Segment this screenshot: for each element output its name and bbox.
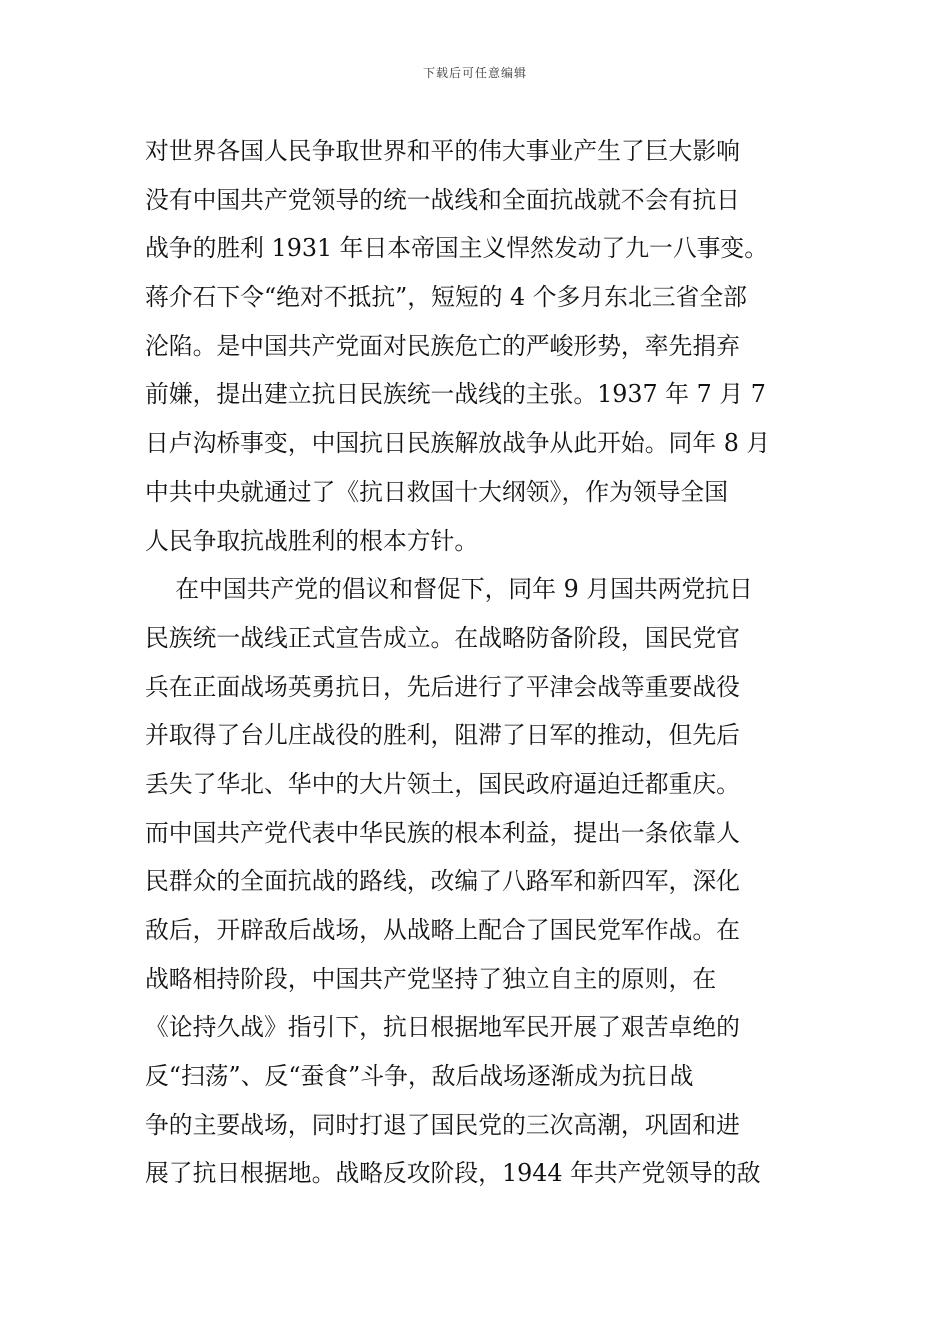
text-line: 争的主要战场，同时打退了国民党的三次高潮，巩固和进 bbox=[145, 1110, 740, 1139]
text-line: 沦陷。是中国共产党面对民族危亡的严峻形势，率先捐弃 bbox=[145, 331, 740, 360]
text-line: 在中国共产党的倡议和督促下，同年 9 月国共两党抗日 bbox=[145, 575, 753, 604]
paragraph-2 bbox=[145, 565, 810, 1198]
text-line: 民族统一战线正式宣告成立。在战略防备阶段，国民党官 bbox=[145, 623, 740, 652]
text-line: 敌后，开辟敌后战场，从战略上配合了国民党军作战。在 bbox=[145, 916, 740, 944]
text-line: 民群众的全面抗战的路线，改编了八路军和新四军，深化 bbox=[145, 867, 740, 896]
text-line: 战争的胜利 1931 年日本帝国主义悍然发动了九一八事变。 bbox=[145, 234, 769, 263]
text-line: 中共中央就通过了《抗日救国十大纲领》，作为领导全国 bbox=[145, 477, 729, 506]
text-line: 蒋介石下令“绝对不抵抗”，短短的 4 个多月东北三省全部 bbox=[145, 283, 747, 312]
text-line: 《论持久战》指引下，抗日根据地军民开展了艰苦卓绝的 bbox=[145, 1013, 740, 1042]
paragraph-1 bbox=[145, 127, 810, 565]
text-line: 没有中国共产党领导的统一战线和全面抗战就不会有抗日 bbox=[145, 185, 740, 214]
document-body bbox=[145, 127, 810, 1198]
text-line: 反“扫荡”、反“蚕食”斗争，敌后战场逐渐成为抗日战 bbox=[145, 1062, 694, 1091]
text-line: 对世界各国人民争取世界和平的伟大事业产生了巨大影响 bbox=[145, 137, 740, 165]
text-line: 而中国共产党代表中华民族的根本利益，提出一条依靠人 bbox=[145, 818, 740, 847]
text-line: 前嫌，提出建立抗日民族统一战线的主张。1937 年 7 月 7 bbox=[145, 380, 766, 409]
page-header: 下载后可任意编辑 bbox=[422, 66, 527, 80]
text-line: 并取得了台儿庄战役的胜利，阻滞了日军的推动，但先后 bbox=[145, 721, 740, 750]
text-line: 战略相持阶段，中国共产党坚持了独立自主的原则，在 bbox=[145, 964, 717, 993]
text-line: 展了抗日根据地。战略反攻阶段，1944 年共产党领导的敌 bbox=[145, 1159, 761, 1188]
text-line: 丢失了华北、华中的大片领土，国民政府逼迫迁都重庆。 bbox=[145, 769, 740, 798]
text-line: 日卢沟桥事变，中国抗日民族解放战争从此开始。同年 8 月 bbox=[145, 429, 771, 458]
text-line: 兵在正面战场英勇抗日，先后进行了平津会战等重要战役 bbox=[145, 672, 740, 701]
text-line: 人民争取抗战胜利的根本方针。 bbox=[145, 526, 479, 555]
